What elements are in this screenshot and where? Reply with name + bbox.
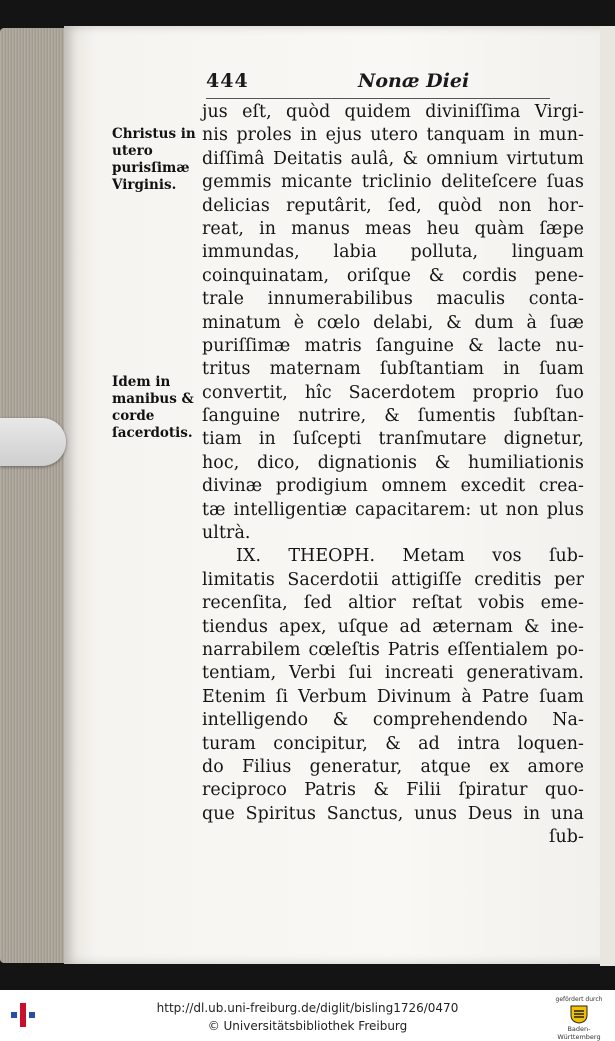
text-line: diſſimâ Deitatis aulâ, & omnium virtutum — [202, 148, 584, 169]
text-line: IX. THEOPH. Metam vos ſub- — [236, 546, 584, 567]
text-line: reat, in manus meas heu quàm ſæpe — [202, 218, 584, 239]
text-line: trale innumerabilibus maculis conta- — [202, 289, 584, 310]
text-line: turam concipitur, & ad intra loquen- — [202, 733, 584, 754]
text-line: coinquinatam, oriſque & cordis pene- — [202, 265, 584, 286]
header-rule — [206, 98, 550, 99]
text-line: tiendus apex, uſque ad æternam & ine- — [202, 616, 584, 637]
text-line: tiam in ſuſcepti tranſmutare dignetur, — [202, 429, 584, 450]
text-line: reciproco Patris & Filii ſpiratur quo- — [202, 780, 584, 801]
text-line: minatum è cœlo delabi, & dum à ſuæ — [202, 312, 584, 333]
page-edges — [0, 28, 72, 963]
page-number: 444 — [206, 70, 249, 92]
text-line: divinæ prodigium omnem excedit crea- — [202, 476, 584, 497]
text-line: nis proles in ejus utero tanquam in mun- — [202, 125, 584, 146]
text-line: limitatis Sacerdotii attigiſſe creditis per — [202, 569, 584, 590]
body-text — [202, 101, 584, 850]
funder-label: gefördert durch — [555, 996, 603, 1003]
funder-name: Baden-Württemberg — [557, 1025, 601, 1041]
margin-note-idem: Idem in manibus & corde ſacerdotis. — [112, 374, 194, 441]
text-line: que Spiritus Sanctus, unus Deus in una — [202, 803, 584, 824]
text-line: ſub- — [548, 827, 584, 848]
funder-badge — [548, 996, 610, 1041]
text-line: puriſſimæ matris ſanguine & lacte nu- — [202, 335, 584, 356]
text-line: ultrà. — [202, 523, 251, 544]
text-line: immundas, labia polluta, linguam — [202, 242, 584, 263]
text-line: hoc, dico, dignationis & humiliationis — [202, 452, 584, 473]
text-line: gemmis micante triclinio deliteſcere ſuas — [202, 172, 584, 193]
running-header — [206, 70, 578, 96]
text-line: convertit, hîc Sacerdotem proprio ſuo — [202, 382, 584, 403]
text-line: delicias reputârit, ſed, quòd non hor- — [202, 195, 584, 216]
margin-note-christus: Christus in utero purisſimæ Virginis. — [112, 126, 196, 193]
text-line: tæ intelligentiæ capacitarem: ut non plus — [202, 499, 584, 520]
next-page-edge — [600, 26, 615, 966]
text-line: tritus maternam ſubſtantiam in ſuam — [202, 359, 584, 380]
text-line: narrabilem cœleſtis Patris eſſentialem po- — [202, 639, 584, 660]
text-line: recenſita, ſed altior reſtat vobis eme- — [202, 593, 584, 614]
permalink-url[interactable]: http://dl.ub.uni-freiburg.de/diglit/bisling1726/0470 — [156, 1001, 459, 1015]
running-title: Nonæ Diei — [358, 70, 470, 92]
book-clip — [0, 418, 66, 466]
text-line: intelligendo & comprehendendo Na- — [202, 710, 584, 731]
text-line: ſanguine nutrire, & ſumentis ſubſtan- — [202, 406, 584, 427]
copyright-text: © Universitätsbibliothek Freiburg — [207, 1019, 408, 1033]
text-line: do Filius generatur, atque ex amore — [202, 756, 584, 777]
baden-wuerttemberg-seal-icon — [568, 1004, 590, 1024]
text-line: jus eſt, quòd quidem diviniſſima Virgi- — [202, 102, 584, 122]
text-line: tentiam, Verbi ſui increati generativam. — [202, 663, 584, 684]
text-line: Etenim ſi Verbum Divinum à Patre ſuam — [202, 686, 584, 707]
